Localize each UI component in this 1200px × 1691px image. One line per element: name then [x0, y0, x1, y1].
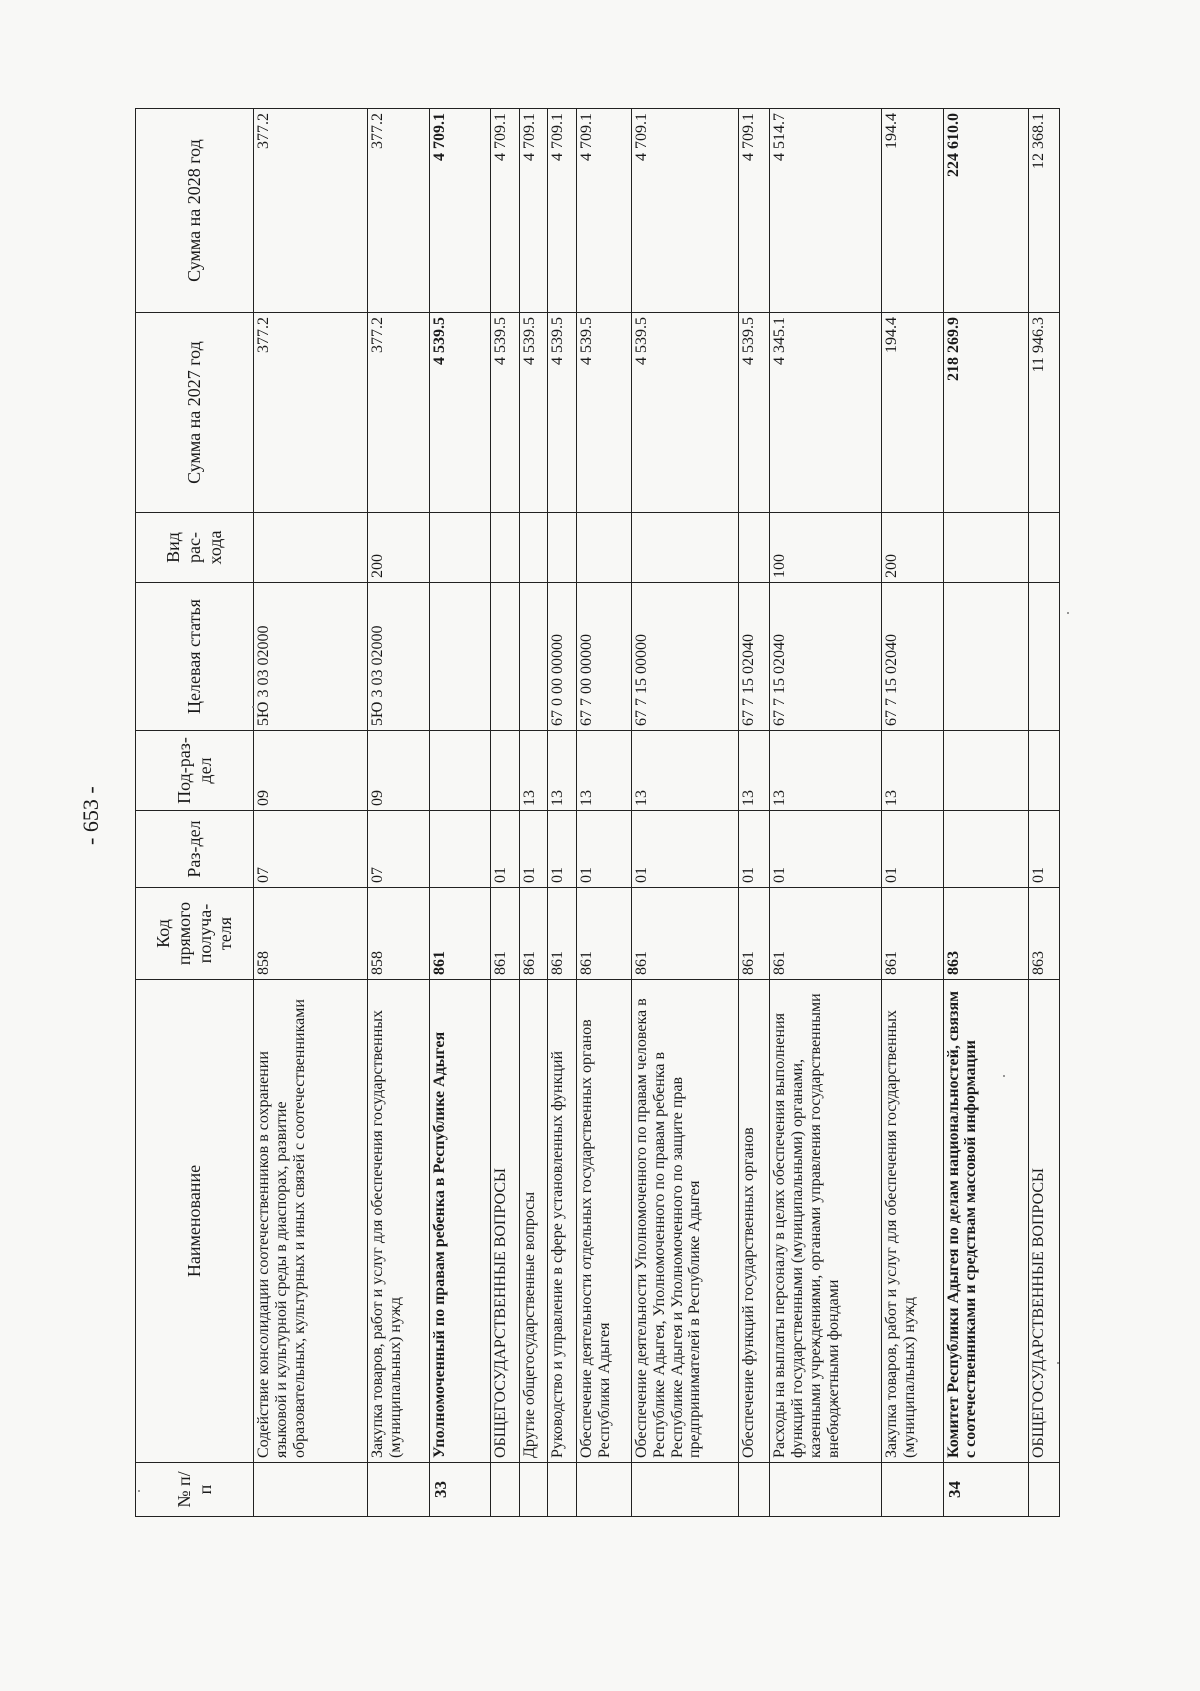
cell-subsection [429, 731, 490, 811]
cell-sum-2027: 11 946.3 [1029, 313, 1060, 513]
cell-target: 5Ю 3 03 02000 [254, 583, 368, 731]
cell-sum-2027: 4 539.5 [429, 313, 490, 513]
cell-num: 33 [429, 1463, 490, 1517]
cell-target [943, 583, 1029, 731]
cell-sum-2028: 4 709.1 [491, 109, 520, 313]
cell-section: 01 [1029, 811, 1060, 888]
cell-section: 01 [548, 811, 577, 888]
cell-subsection [491, 731, 520, 811]
cell-num [519, 1463, 548, 1517]
cell-section: 01 [576, 811, 631, 888]
cell-sum-2027: 194.4 [882, 313, 943, 513]
budget-table [135, 108, 1060, 1517]
cell-target: 67 7 00 00000 [576, 583, 631, 731]
cell-name: Другие общегосударственные вопросы [519, 980, 548, 1463]
table-row [943, 109, 1029, 1517]
cell-target: 67 7 15 02040 [770, 583, 882, 731]
table-row [576, 109, 631, 1517]
cell-target: 67 7 15 02040 [739, 583, 770, 731]
cell-num [631, 1463, 739, 1517]
cell-target: 67 7 15 02040 [882, 583, 943, 731]
table-body [254, 109, 1060, 1517]
header-type: Вид рас-хода [136, 513, 254, 583]
header-row [136, 109, 254, 1517]
cell-code: 861 [882, 888, 943, 980]
cell-code: 861 [631, 888, 739, 980]
cell-type [739, 513, 770, 583]
scan-speck [138, 1490, 140, 1492]
cell-code: 858 [254, 888, 368, 980]
cell-section: 01 [770, 811, 882, 888]
cell-section: 01 [739, 811, 770, 888]
cell-name: Комитет Республики Адыгея по делам национальностей, связям с соотечественниками и средствам массовой информации [943, 980, 1029, 1463]
table-row [548, 109, 577, 1517]
scan-speck [1057, 1362, 1059, 1364]
header-sum-2027: Сумма на 2027 год [136, 313, 254, 513]
cell-num [770, 1463, 882, 1517]
cell-code: 861 [739, 888, 770, 980]
table-row [368, 109, 429, 1517]
cell-sum-2027: 4 539.5 [548, 313, 577, 513]
cell-type [491, 513, 520, 583]
cell-sum-2027: 377.2 [368, 313, 429, 513]
cell-type: 200 [882, 513, 943, 583]
cell-name: Руководство и управление в сфере установленных функций [548, 980, 577, 1463]
cell-sum-2028: 4 709.1 [519, 109, 548, 313]
cell-type: 100 [770, 513, 882, 583]
cell-target: 67 7 15 00000 [631, 583, 739, 731]
cell-sum-2028: 4 514.7 [770, 109, 882, 313]
cell-type [1029, 513, 1060, 583]
cell-target [1029, 583, 1060, 731]
cell-target [519, 583, 548, 731]
cell-subsection: 13 [631, 731, 739, 811]
cell-num [739, 1463, 770, 1517]
cell-name: Уполномоченный по правам ребенка в Республике Адыгея [429, 980, 490, 1463]
cell-code: 863 [943, 888, 1029, 980]
cell-code: 861 [770, 888, 882, 980]
cell-subsection: 13 [548, 731, 577, 811]
cell-section: 01 [491, 811, 520, 888]
cell-sum-2027: 4 539.5 [739, 313, 770, 513]
cell-section: 01 [631, 811, 739, 888]
cell-section: 01 [882, 811, 943, 888]
cell-sum-2027: 4 539.5 [519, 313, 548, 513]
cell-sum-2028: 224 610.0 [943, 109, 1029, 313]
cell-type [943, 513, 1029, 583]
cell-name: ОБЩЕГОСУДАРСТВЕННЫЕ ВОПРОСЫ [491, 980, 520, 1463]
cell-target [429, 583, 490, 731]
cell-code: 861 [576, 888, 631, 980]
cell-type [254, 513, 368, 583]
cell-name: ОБЩЕГОСУДАРСТВЕННЫЕ ВОПРОСЫ [1029, 980, 1060, 1463]
cell-name: Обеспечение деятельности отдельных государственных органов Республики Адыгея [576, 980, 631, 1463]
table-row [1029, 109, 1060, 1517]
cell-section: 01 [519, 811, 548, 888]
table-row [739, 109, 770, 1517]
cell-code: 861 [429, 888, 490, 980]
cell-target: 5Ю 3 03 02000 [368, 583, 429, 731]
rotated-table-container [135, 109, 1060, 1517]
cell-sum-2028: 4 709.1 [739, 109, 770, 313]
cell-sum-2028: 4 709.1 [631, 109, 739, 313]
cell-section [943, 811, 1029, 888]
cell-name: Содействие консолидации соотечественников в сохранении языковой и культурной среды в диаспорах, развитие образовательных, культурных и иных связей с соотечественниками [254, 980, 368, 1463]
cell-type [429, 513, 490, 583]
cell-subsection: 09 [254, 731, 368, 811]
cell-code: 861 [548, 888, 577, 980]
table-row [429, 109, 490, 1517]
cell-section: 07 [254, 811, 368, 888]
cell-name: Закупка товаров, работ и услуг для обеспечения государственных (муниципальных) нужд [368, 980, 429, 1463]
cell-subsection: 13 [576, 731, 631, 811]
cell-sum-2027: 218 269.9 [943, 313, 1029, 513]
cell-code: 863 [1029, 888, 1060, 980]
cell-subsection: 13 [882, 731, 943, 811]
cell-sum-2028: 4 709.1 [576, 109, 631, 313]
cell-num: 34 [943, 1463, 1029, 1517]
cell-sum-2028: 4 709.1 [429, 109, 490, 313]
header-name: Наименование [136, 980, 254, 1463]
cell-num [548, 1463, 577, 1517]
cell-target [491, 583, 520, 731]
cell-sum-2028: 12 368.1 [1029, 109, 1060, 313]
cell-subsection [1029, 731, 1060, 811]
cell-code: 858 [368, 888, 429, 980]
table-row [882, 109, 943, 1517]
cell-num [368, 1463, 429, 1517]
cell-subsection [943, 731, 1029, 811]
cell-subsection: 09 [368, 731, 429, 811]
cell-code: 861 [491, 888, 520, 980]
cell-num [1029, 1463, 1060, 1517]
table-row [770, 109, 882, 1517]
cell-subsection: 13 [519, 731, 548, 811]
cell-type [631, 513, 739, 583]
cell-name: Обеспечение деятельности Уполномоченного по правам человека в Республике Адыгея, Уполномоченного по правам ребенка в Республике Адыгея и Уполномоченного по защите прав предпринимателей в Республике Адыгея [631, 980, 739, 1463]
cell-target: 67 0 00 00000 [548, 583, 577, 731]
cell-num [254, 1463, 368, 1517]
cell-subsection: 13 [739, 731, 770, 811]
header-target: Целевая статья [136, 583, 254, 731]
cell-sum-2028: 377.2 [254, 109, 368, 313]
cell-sum-2027: 4 345.1 [770, 313, 882, 513]
table-row [254, 109, 368, 1517]
cell-type [576, 513, 631, 583]
cell-code: 861 [519, 888, 548, 980]
scan-speck [1003, 1075, 1005, 1077]
cell-num [491, 1463, 520, 1517]
cell-sum-2027: 4 539.5 [491, 313, 520, 513]
cell-sum-2027: 377.2 [254, 313, 368, 513]
cell-type [519, 513, 548, 583]
cell-sum-2027: 4 539.5 [576, 313, 631, 513]
page-number: - 653 - [78, 786, 103, 845]
cell-type: 200 [368, 513, 429, 583]
cell-subsection: 13 [770, 731, 882, 811]
table-row [491, 109, 520, 1517]
scan-speck [1067, 612, 1069, 614]
cell-num [882, 1463, 943, 1517]
cell-name: Расходы на выплаты персоналу в целях обеспечения выполнения функций государственными (муниципальными) органами, казенными учреждениями, органами управления государственными внебюджетными фондами [770, 980, 882, 1463]
cell-sum-2028: 377.2 [368, 109, 429, 313]
header-subsection: Под-раз-дел [136, 731, 254, 811]
cell-sum-2028: 4 709.1 [548, 109, 577, 313]
cell-section [429, 811, 490, 888]
header-section: Раз-дел [136, 811, 254, 888]
header-code: Код прямого получа-теля [136, 888, 254, 980]
table-row [519, 109, 548, 1517]
cell-name: Закупка товаров, работ и услуг для обеспечения государственных (муниципальных) нужд [882, 980, 943, 1463]
header-sum-2028: Сумма на 2028 год [136, 109, 254, 313]
table-row [631, 109, 739, 1517]
scan-speck [252, 706, 254, 708]
cell-name: Обеспечение функций государственных органов [739, 980, 770, 1463]
cell-section: 07 [368, 811, 429, 888]
cell-sum-2028: 194.4 [882, 109, 943, 313]
cell-type [548, 513, 577, 583]
cell-num [576, 1463, 631, 1517]
header-num: № п/п [136, 1463, 254, 1517]
cell-sum-2027: 4 539.5 [631, 313, 739, 513]
